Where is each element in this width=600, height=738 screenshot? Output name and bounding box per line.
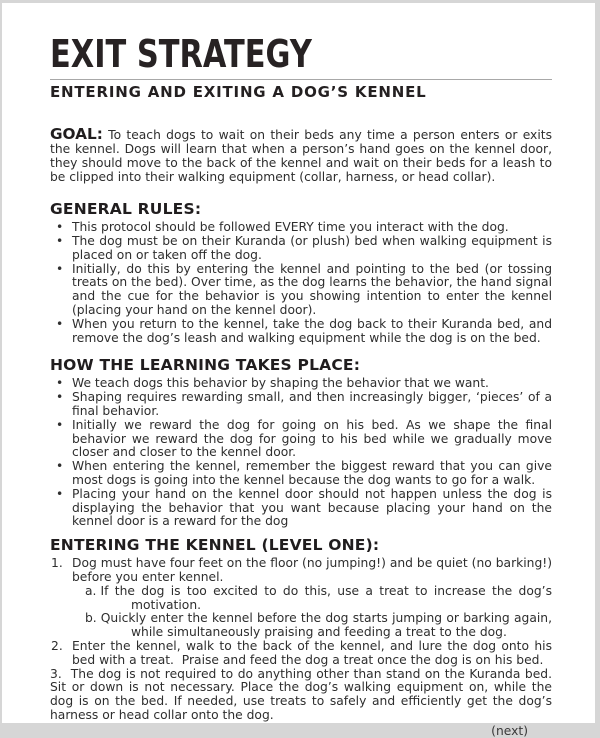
list-item — [50, 377, 552, 391]
how-learning-list — [50, 377, 552, 529]
numbered-item — [50, 668, 552, 723]
list-item-text: 3. The dog is not required to do anything other than stand on the Kuranda bed. Sit or down is not necessary. Place the dog’s walking equipment on, while the dog is on the bed. If needed, use treats to safely and efficiently get the dog’s harness or head collar onto the dog. — [50, 666, 552, 722]
bullet-marker: • — [56, 376, 64, 391]
item-marker: 2. — [51, 639, 63, 654]
bullet-marker: • — [56, 486, 64, 501]
numbered-item — [50, 557, 552, 585]
numbered-item — [50, 640, 552, 668]
section-how-learning — [50, 356, 552, 529]
list-item-text: Enter the kennel, walk to the back of the kennel, and lure the dog onto his bed with a treat. Praise and feed the dog a treat once the dog is on his bed. — [72, 639, 552, 667]
list-item — [50, 419, 552, 460]
bullet-marker: • — [56, 316, 64, 331]
sub-item — [50, 585, 552, 613]
list-item — [50, 391, 552, 419]
list-item — [50, 318, 552, 346]
title-divider — [50, 79, 552, 80]
goal-text: To teach dogs to wait on their beds any time a person enters or exits the kennel. Dogs will learn that when a person’s hand goes on the kennel door, they should move to the back of the kennel and wait on their beds for a leash to be clipped into their walking equipment (collar, harness, or head collar). — [50, 128, 552, 185]
sub-item — [50, 612, 552, 640]
list-item-text: Initially we reward the dog for going on his bed. As we shape the final behavior we reward the dog for going to his bed while we gradually move closer and closer to the kennel door. — [72, 417, 552, 460]
section-entering-kennel — [50, 536, 552, 723]
page-title: EXIT STRATEGY — [50, 32, 312, 76]
bullet-marker: • — [56, 417, 64, 432]
section-heading: HOW THE LEARNING TAKES PLACE: — [50, 356, 361, 375]
bullet-marker: • — [56, 220, 64, 235]
list-item — [50, 235, 552, 263]
list-item — [50, 221, 552, 235]
list-item-text: This protocol should be followed EVERY time you interact with the dog. — [72, 220, 509, 235]
list-item-text: We teach dogs this behavior by shaping the behavior that we want. — [72, 376, 489, 391]
section-heading: GENERAL RULES: — [50, 200, 202, 219]
entering-kennel-list — [50, 557, 552, 723]
list-item-text: When you return to the kennel, take the dog back to their Kuranda bed, and remove the dog’s leash and walking equipment while the dog is on the bed. — [72, 316, 552, 345]
section-heading: ENTERING THE KENNEL (LEVEL ONE): — [50, 536, 380, 555]
bullet-marker: • — [56, 459, 64, 474]
bullet-marker: • — [56, 390, 64, 405]
list-item — [50, 460, 552, 488]
goal-label: GOAL: — [50, 125, 103, 143]
bullet-marker: • — [56, 261, 64, 276]
list-item-text: Initially, do this by entering the kennel and pointing to the bed (or tossing treats on the bed). Over time, as the dog learns the behavior, the hand signal and the cue for the behavior is you showing intention to enter the kennel (placing your hand on the kennel door). — [72, 261, 552, 318]
item-marker: 1. — [51, 556, 63, 571]
footer-next-label: (next) — [491, 723, 528, 738]
item-marker: a. — [85, 583, 97, 598]
document-page — [2, 3, 595, 738]
list-item — [50, 488, 552, 529]
list-item-text: Placing your hand on the kennel door should not happen unless the dog is displaying the behavior that you want because placing your hand on the kennel door is a reward for the dog — [72, 486, 552, 529]
list-item-text: If the dog is too excited to do this, use a treat to increase the dog’s motivation. — [100, 583, 552, 612]
list-item-text: Dog must have four feet on the floor (no jumping!) and be quiet (no barking!) before you enter kennel. — [72, 556, 552, 585]
section-general-rules — [50, 200, 552, 345]
item-marker: b. — [85, 611, 97, 626]
list-item — [50, 263, 552, 318]
page-content — [2, 3, 595, 738]
list-item-text: When entering the kennel, remember the biggest reward that you can give most dogs is going into the kennel because the dog wants to go for a walk. — [72, 459, 552, 488]
bullet-marker: • — [56, 234, 64, 249]
list-item-text: Quickly enter the kennel before the dog starts jumping or barking again, while simultaneously praising and feeding a treat to the dog. — [100, 611, 552, 640]
goal-paragraph — [50, 127, 552, 184]
list-item-text: Shaping requires rewarding small, and then increasingly bigger, ‘pieces’ of a final behavior. — [72, 390, 552, 419]
list-item-text: The dog must be on their Kuranda (or plush) bed when walking equipment is placed on or taken off the dog. — [72, 234, 552, 262]
general-rules-list — [50, 221, 552, 345]
page-subtitle: ENTERING AND EXITING A DOG’S KENNEL — [50, 83, 427, 101]
